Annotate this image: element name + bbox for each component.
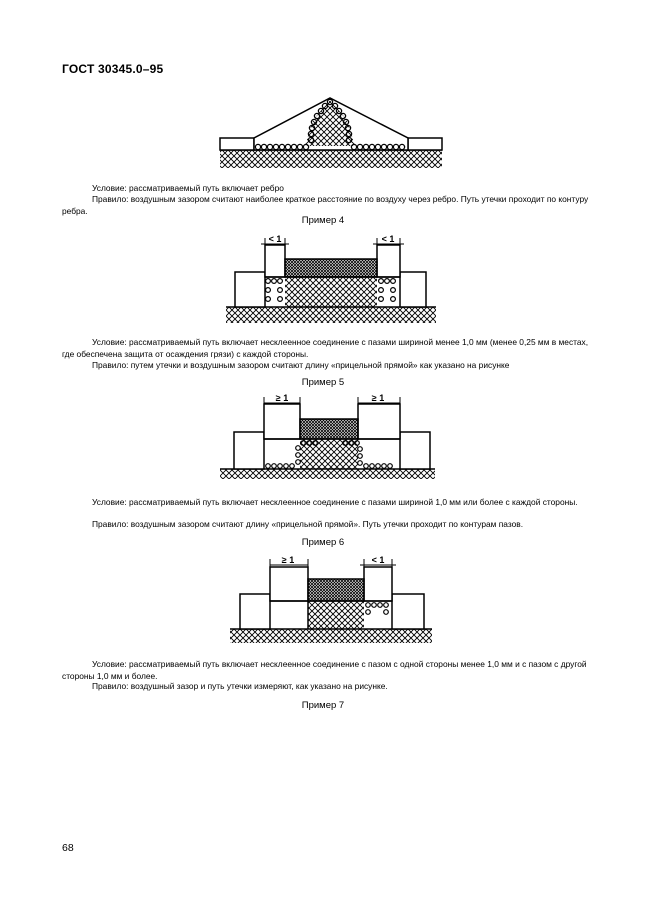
dim-label-left: ≥ 1: [281, 555, 295, 565]
rule-text: Правило: воздушным зазором считают длину «прицельной прямой». Путь утечки проходит по контурам пазов.: [92, 519, 524, 529]
dim-label-left: ≥ 1: [275, 393, 289, 403]
example-caption: Пример 5: [301, 377, 345, 388]
page-number: 68: [62, 842, 74, 854]
figure-example-6: [228, 551, 438, 647]
example-caption: Пример 4: [301, 215, 345, 226]
figure-example-4: [220, 232, 440, 327]
dim-label-right: < 1: [381, 234, 395, 244]
rule-text: Правило: воздушным зазором считают наиболее краткое расстояние по воздуху через ребро. Путь утечки проходит по контуру ребра.: [62, 194, 589, 216]
dim-label-left: < 1: [268, 234, 282, 244]
dim-label-right: < 1: [371, 555, 385, 565]
figure-example-5: [220, 392, 440, 482]
rule-text: Правило: путем утечки и воздушным зазором считают длину «прицельной прямой» как указано на рисунке: [92, 360, 510, 370]
rule-text: Правило: воздушный зазор и путь утечки измеряют, как указано на рисунке.: [92, 681, 388, 691]
condition-text: Условие: рассматриваемый путь включает ребро: [92, 183, 284, 193]
condition-text: Условие: рассматриваемый путь включает несклеенное соединение с пазами шириной менее 1,0 мм (менее 0,25 мм в местах, где обеспечена защита от осаждения грязи) с каждой стороны.: [62, 337, 589, 359]
condition-text: Условие: рассматриваемый путь включает несклеенное соединение с пазом с одной стороны менее 1,0 мм и с пазом с другой стороны 1,0 мм и более.: [62, 659, 587, 681]
condition-text: Условие: рассматриваемый путь включает несклеенное соединение с пазами шириной 1,0 мм или более с каждой стороны.: [92, 497, 578, 507]
dim-label-right: ≥ 1: [371, 393, 385, 403]
document-header: ГОСТ 30345.0–95: [62, 62, 164, 76]
example-caption: Пример 7: [301, 700, 345, 711]
example-caption: Пример 6: [301, 537, 345, 548]
figure-rib: [210, 90, 450, 172]
